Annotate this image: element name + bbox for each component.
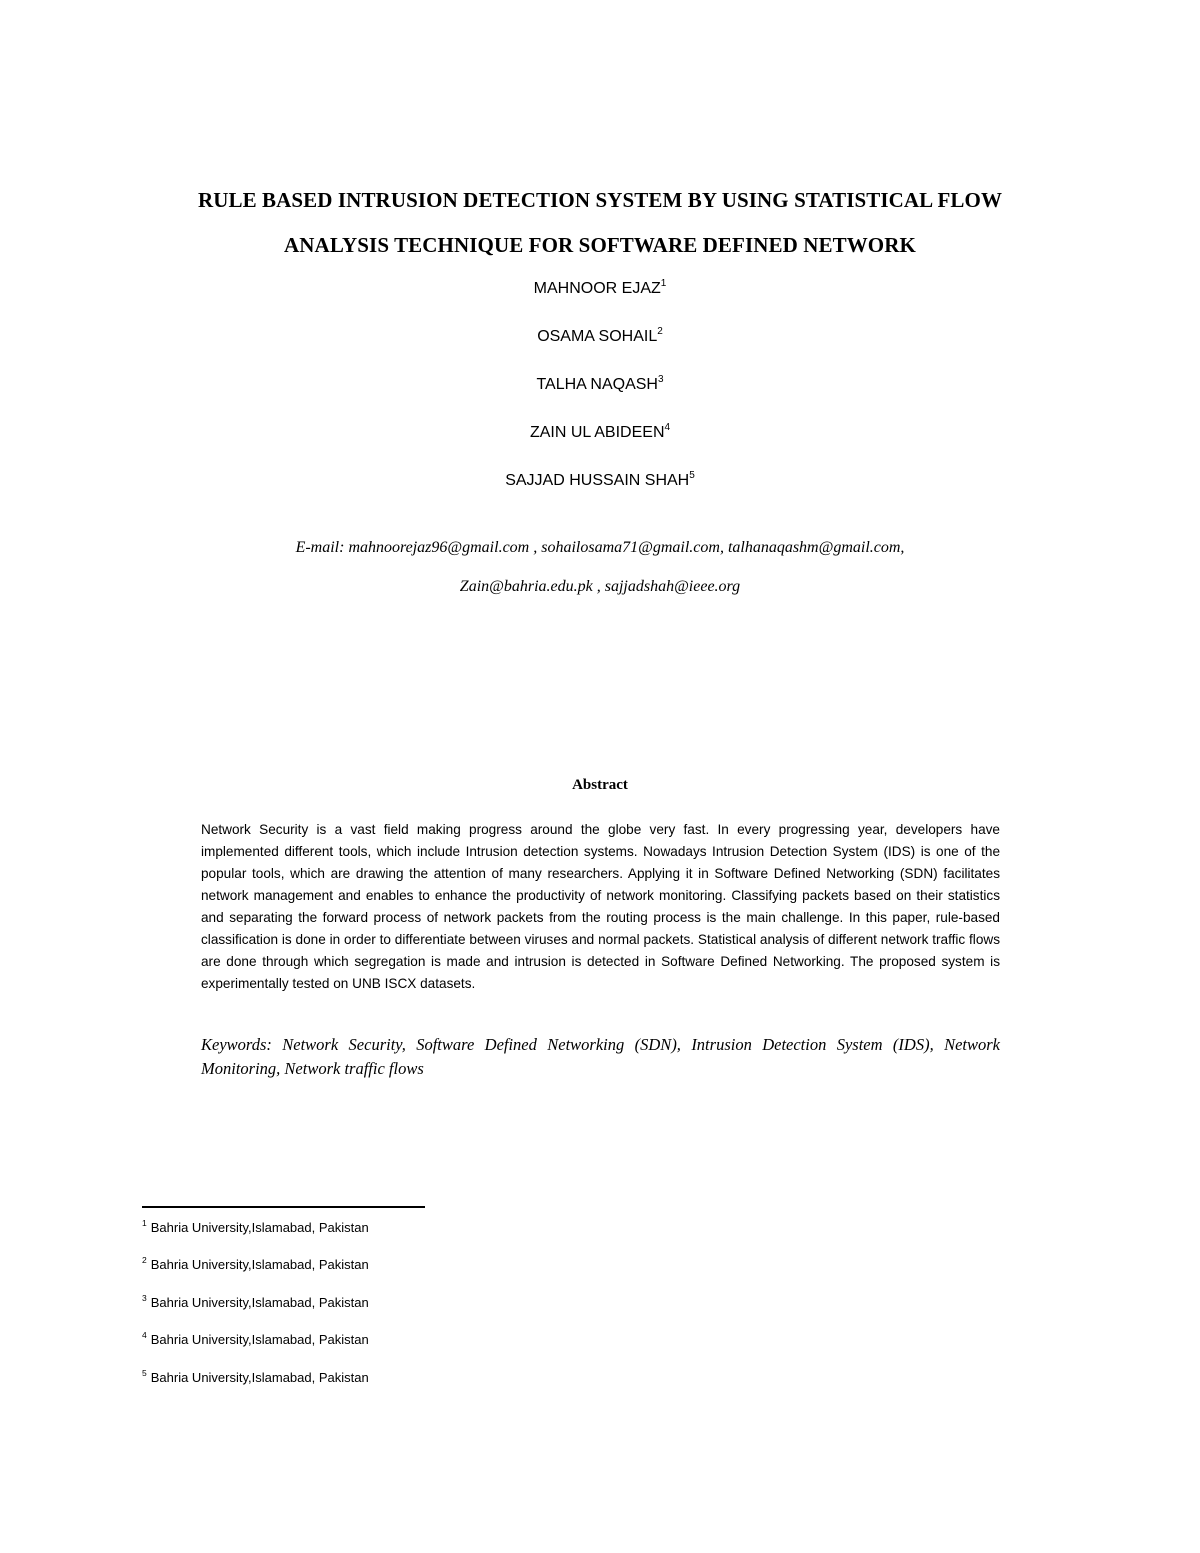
- footnote-3: [142, 1292, 642, 1311]
- footnote-mark: 5: [142, 1367, 147, 1378]
- author-1: [300, 279, 900, 299]
- author-2: [300, 327, 900, 347]
- author-5: [300, 471, 900, 491]
- author-emails-line-2: Zain@bahria.edu.pk , sajjadshah@ieee.org: [459, 578, 741, 595]
- footnote-mark: 1: [142, 1217, 147, 1228]
- author-3: [300, 375, 900, 395]
- footnote-5: [142, 1367, 642, 1386]
- paper-title-line-1: RULE BASED INTRUSION DETECTION SYSTEM BY USING STATISTICAL FLOW: [197, 188, 1003, 212]
- author-mark: 2: [657, 325, 663, 337]
- author-mark: 4: [664, 421, 671, 433]
- footnote-1: [142, 1217, 642, 1236]
- footnote-4: [142, 1329, 642, 1348]
- author-name: SAJJAD HUSSAIN SHAH: [505, 472, 690, 489]
- author-name: OSAMA SOHAIL: [537, 328, 658, 345]
- author-name: MAHNOOR EJAZ: [533, 280, 661, 297]
- author-mark: 1: [660, 277, 667, 289]
- author-emails-line-1: E-mail: mahnoorejaz96@gmail.com , sohailosama71@gmail.com, talhanaqashm@gmail.com,: [295, 539, 905, 556]
- footnote-mark: 2: [142, 1254, 147, 1265]
- author-mark: 5: [689, 469, 695, 481]
- author-name: ZAIN UL ABIDEEN: [529, 424, 665, 441]
- keywords: Keywords: Network Security, Software Defined Networking (SDN), Intrusion Detection System (IDS), Network Monitoring, Network traffic flows: [201, 1035, 1000, 1078]
- footnote-text: Bahria University,Islamabad, Pakistan: [150, 1257, 369, 1272]
- footnote-2: [142, 1254, 642, 1273]
- footnote-text: Bahria University,Islamabad, Pakistan: [150, 1295, 369, 1310]
- abstract-heading: Abstract: [572, 777, 628, 793]
- author-name: TALHA NAQASH: [536, 376, 658, 393]
- footnote-mark: 4: [142, 1329, 147, 1340]
- author-mark: 3: [657, 373, 664, 385]
- footnote-text: Bahria University,Islamabad, Pakistan: [150, 1332, 369, 1347]
- abstract-body: Network Security is a vast field making progress around the globe very fast. In every progressing year, developers have implemented different tools, which include Intrusion detection systems. Nowadays Intrusion Detection System (IDS) is one of the popular tools, which are drawing the attention of many researchers. Applying it in Software Defined Networking (SDN) facilitates network management and enables to enhance the productivity of network monitoring. Classifying packets based on their statistics and separating the forward process of network packets from the routing process is the main challenge. In this paper, rule-based classification is done in order to differentiate between viruses and normal packets. Statistical analysis of different network traffic flows are done through which segregation is made and intrusion is detected in Software Defined Networking. The proposed system is experimentally tested on UNB ISCX datasets.: [201, 822, 1000, 991]
- footnote-mark: 3: [142, 1292, 147, 1303]
- author-4: [300, 423, 900, 443]
- footnote-divider: [142, 1206, 425, 1208]
- footnote-text: Bahria University,Islamabad, Pakistan: [150, 1370, 369, 1385]
- footnote-text: Bahria University,Islamabad, Pakistan: [150, 1220, 369, 1235]
- paper-title-line-2: ANALYSIS TECHNIQUE FOR SOFTWARE DEFINED NETWORK: [284, 233, 916, 257]
